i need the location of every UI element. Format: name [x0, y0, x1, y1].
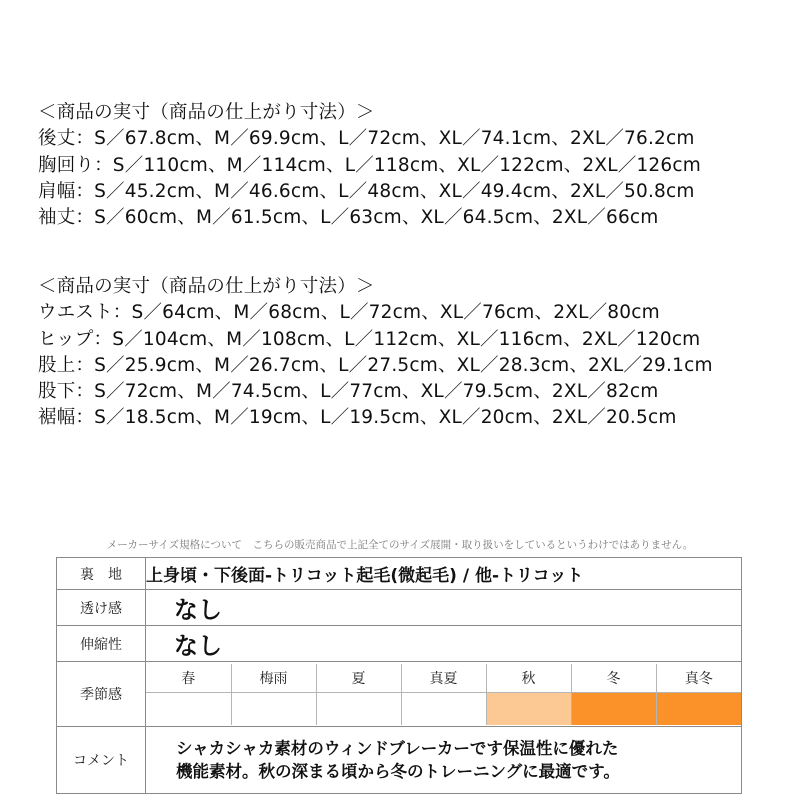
comment-label: コメント [57, 727, 146, 794]
top-size-block [38, 100, 701, 231]
season-indicator-summer [316, 692, 401, 725]
size-disclaimer-note: メーカーサイズ規格について こちらの販売商品で上記全てのサイズ展開・取り扱いをしているというわけではありません。 [106, 539, 694, 551]
season-label: 季節感 [57, 662, 146, 727]
lining-label: 裏 地 [57, 558, 146, 590]
size-line-back-length: 後丈：S／67.8cm、M／69.9cm、L／72cm、XL／74.1cm、2XL／76.2cm [38, 128, 695, 150]
season-indicator-rainy [231, 692, 316, 725]
size-line-chest: 胸回り：S／110cm、M／114cm、L／118cm、XL／122cm、2XL／126cm [38, 154, 701, 176]
spec-row-season [57, 662, 742, 727]
season-name-autumn: 秋 [486, 664, 571, 693]
spec-row-stretch [57, 626, 742, 662]
size-line-sleeve: 袖丈：S／60cm、M／61.5cm、L／63cm、XL／64.5cm、2XL／66cm [38, 207, 659, 229]
season-indicator-winter [571, 692, 656, 725]
sheer-label: 透け感 [57, 590, 146, 626]
season-name-winter: 冬 [571, 664, 656, 693]
season-name-row [146, 664, 741, 693]
season-name-spring: 春 [146, 664, 231, 693]
size-line-hem-width: 裾幅：S／18.5cm、M／19cm、L／19.5cm、XL／20cm、2XL／20.5cm [38, 407, 677, 429]
spec-row-sheer [57, 590, 742, 626]
season-name-rainy: 梅雨 [231, 664, 316, 693]
spec-row-comment [57, 727, 742, 794]
comment-line-2: 機能素材。秋の深まる頃から冬のトレーニングに最適です。 [176, 762, 620, 781]
stretch-label: 伸縮性 [57, 626, 146, 662]
size-line-rise: 股上：S／25.9cm、M／26.7cm、L／27.5cm、XL／28.3cm、2XL／29.1cm [38, 354, 713, 376]
size-line-waist: ウエスト：S／64cm、M／68cm、L／72cm、XL／76cm、2XL／80cm [38, 302, 660, 324]
spec-table [56, 557, 742, 794]
season-grid [146, 664, 741, 725]
spec-row-lining [57, 558, 742, 590]
comment-value [146, 727, 742, 794]
season-indicator-midsummer [401, 692, 486, 725]
season-indicator-autumn [486, 692, 571, 725]
lining-value: 上身頃・下後面-トリコット起毛(微起毛) / 他-トリコット [146, 558, 742, 590]
size-block-header: ＜商品の実寸（商品の仕上がり寸法）＞ [38, 276, 375, 297]
season-indicator-midwinter [656, 692, 741, 725]
size-block-header: ＜商品の実寸（商品の仕上がり寸法）＞ [38, 102, 375, 123]
season-name-summer: 夏 [316, 664, 401, 693]
season-indicator-spring [146, 692, 231, 725]
stretch-value: なし [146, 626, 742, 662]
sheer-value: なし [146, 590, 742, 626]
season-name-midsummer: 真夏 [401, 664, 486, 693]
comment-line-1: シャカシャカ素材のウィンドブレーカーです保温性に優れた [176, 739, 619, 758]
season-indicator-row [146, 692, 741, 725]
size-line-inseam: 股下：S／72cm、M／74.5cm、L／77cm、XL／79.5cm、2XL／82cm [38, 381, 659, 403]
size-line-hip: ヒップ：S／104cm、M／108cm、L／112cm、XL／116cm、2XL／120cm [38, 328, 701, 350]
size-line-shoulder: 肩幅：S／45.2cm、M／46.6cm、L／48cm、XL／49.4cm、2XL／50.8cm [38, 180, 695, 202]
season-grid-cell [146, 662, 742, 727]
bottom-size-block [38, 274, 713, 432]
season-name-midwinter: 真冬 [656, 664, 741, 693]
